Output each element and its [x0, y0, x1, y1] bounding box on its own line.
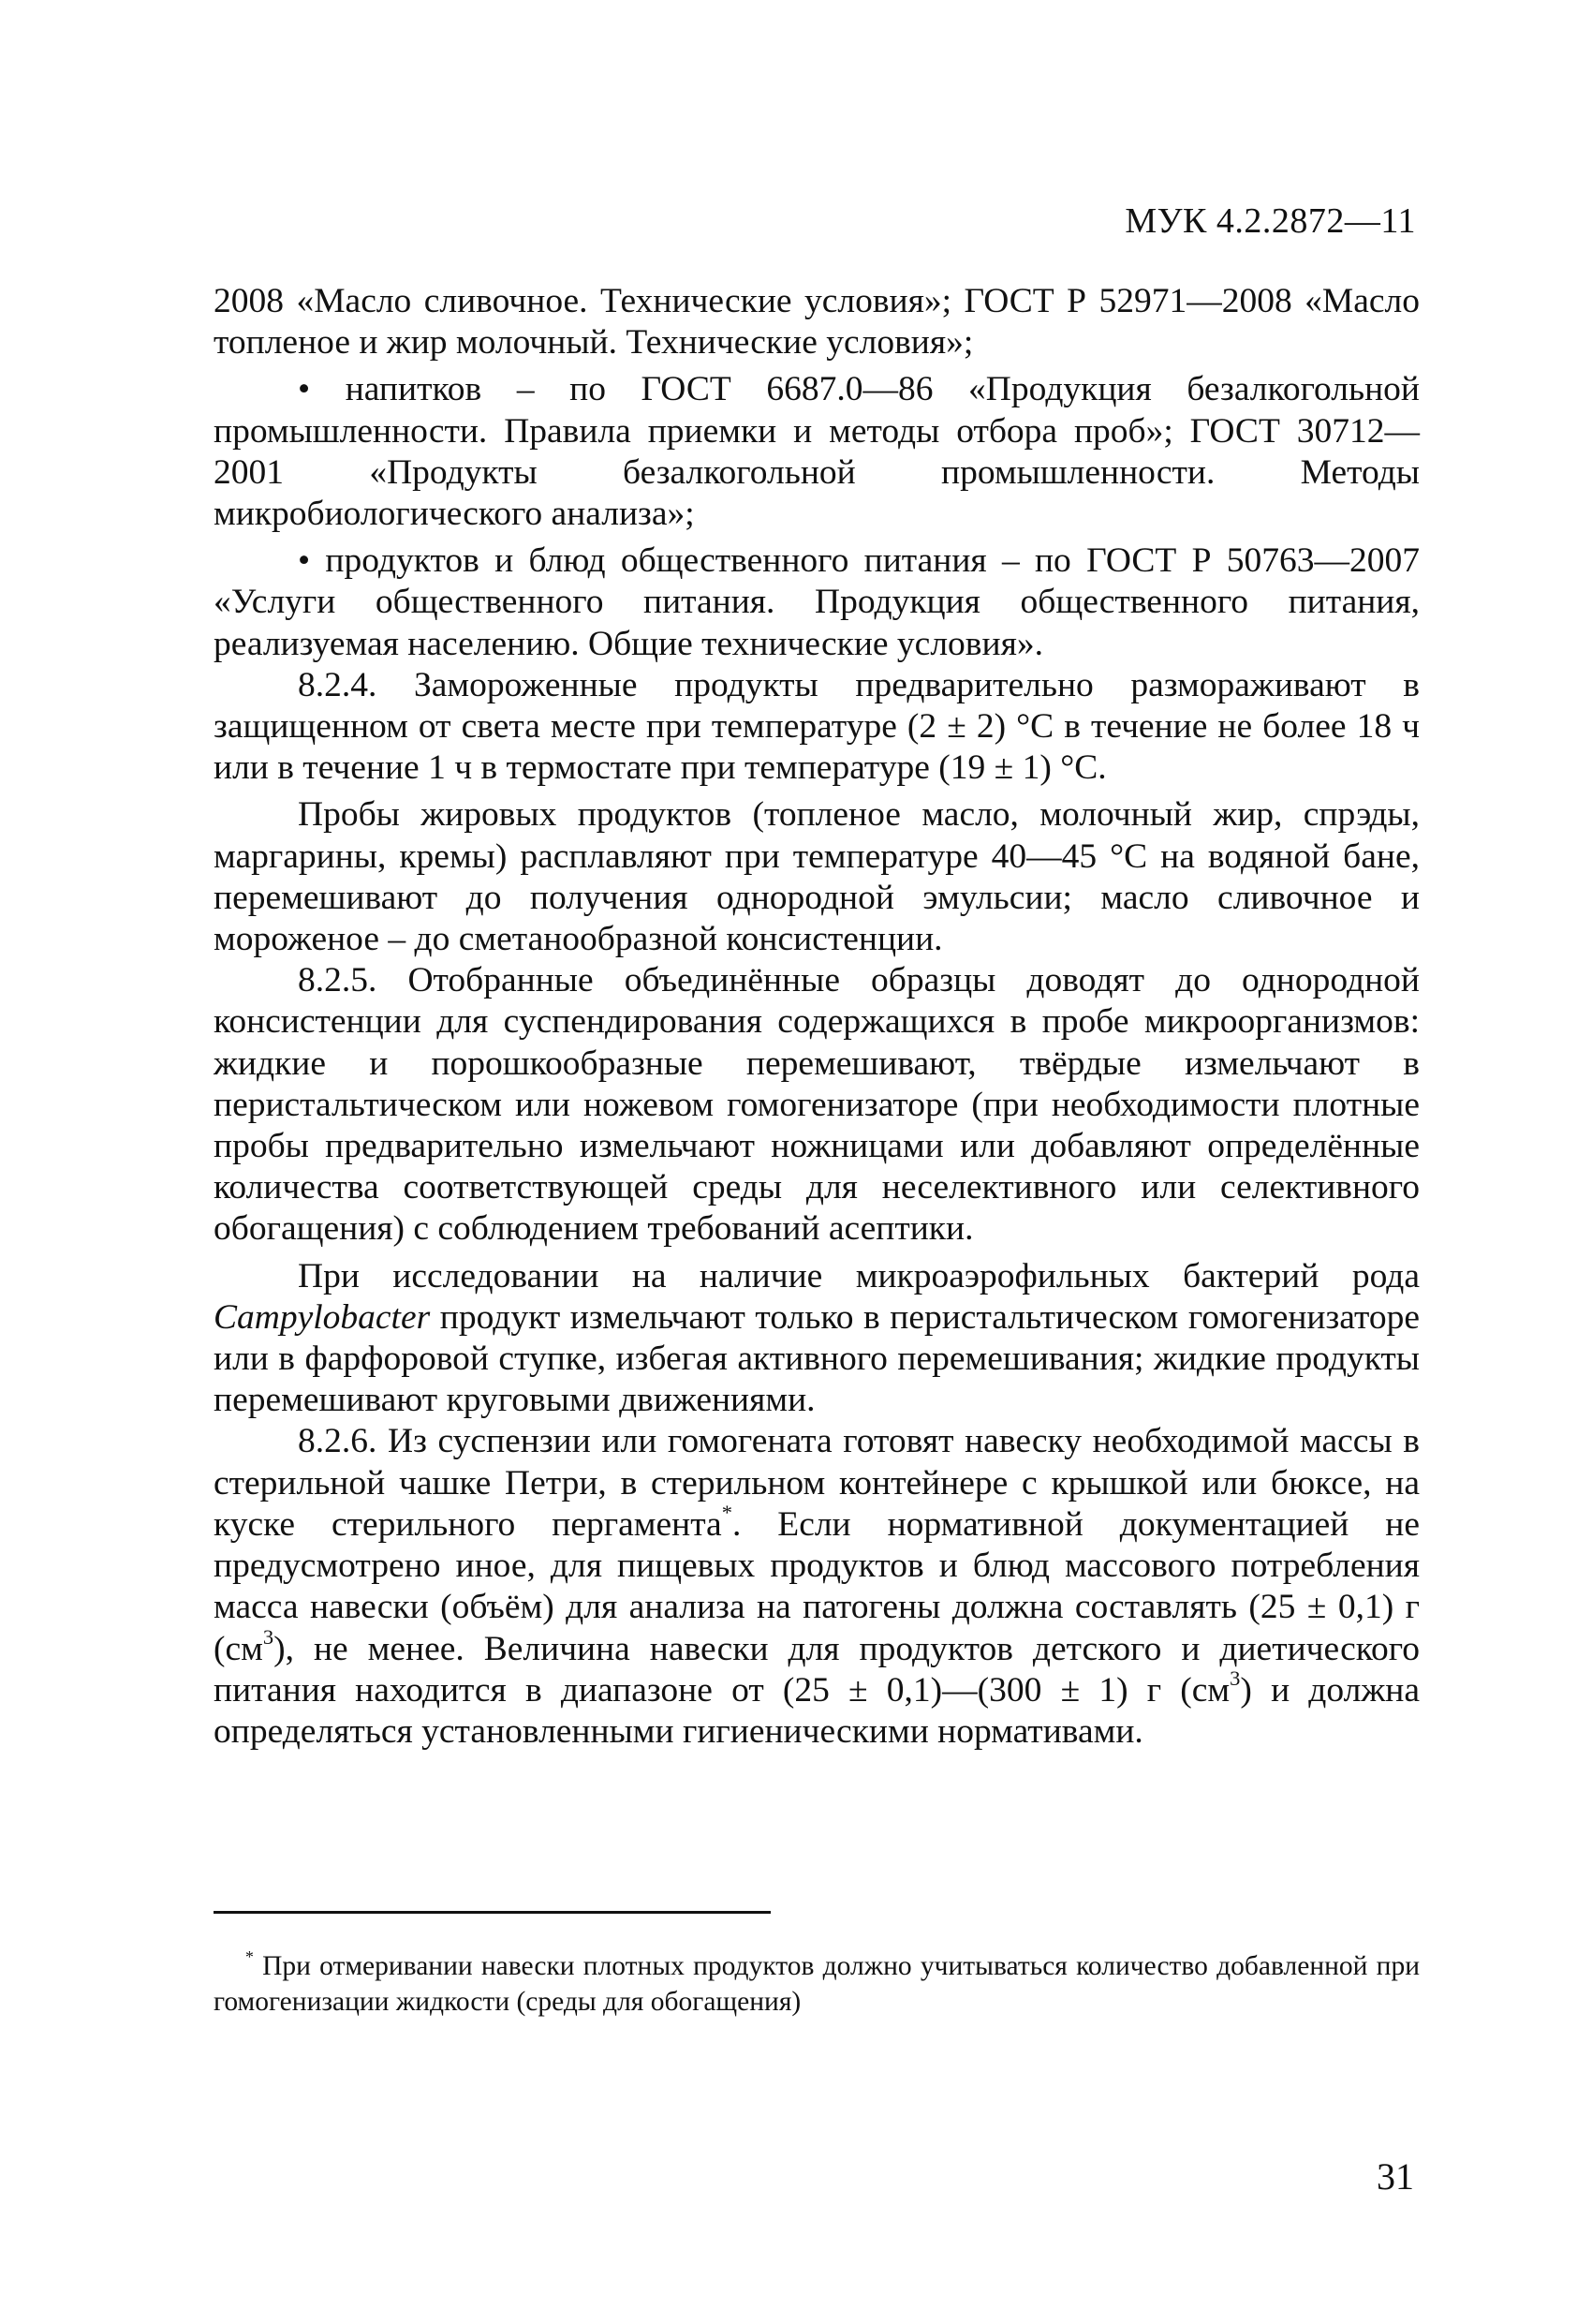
- paragraph-text: ) и должна определяться установленными гигиеническими нормативами.: [214, 1670, 1420, 1751]
- footnote-reference: *: [721, 1501, 732, 1525]
- paragraph-8-2-4: 8.2.4. Замороженные продукты предварительно размораживают в защищенном от света месте при температуре (2 ± 2) °С в течение не более 18 ч или в течение 1 ч в термостате при температуре (19 ± 1) °С.: [214, 665, 1420, 788]
- footnote-divider: [214, 1911, 771, 1914]
- footnote: [214, 1948, 1420, 2020]
- superscript-exponent: 3: [1230, 1665, 1241, 1690]
- paragraph-continuation: 2008 «Масло сливочное. Технические условия»; ГОСТ Р 52971—2008 «Масло топленое и жир молочный. Технические условия»;: [214, 282, 1420, 363]
- footnote-text: При отмеривании навески плотных продуктов должно учитываться количество добавленной при гомогенизации жидкости (среды для обогащения): [214, 1951, 1420, 2017]
- footnote-marker: *: [245, 1947, 254, 1966]
- paragraph-8-2-6: [214, 1421, 1420, 1753]
- document-code-header: МУК 4.2.2872—11: [1125, 201, 1416, 241]
- paragraph-8-2-5: 8.2.5. Отобранные объединённые образцы доводят до однородной консистенции для суспендирования содержащихся в пробе микроорганизмов: жидкие и порошкообразные перемешивают, твёрдые измельчают в перистальтическом или ножевом гомогенизаторе (при необходимости плотные пробы предварительно измельчают ножницами или добавляют определённые количества соответствующей среды для неселективного или селективного обогащения) с соблюдением требований асептики.: [214, 961, 1420, 1249]
- superscript-exponent: 3: [262, 1624, 274, 1649]
- genus-name: Campylobacter: [214, 1297, 431, 1337]
- paragraph-text: продукт измельчают только в перистальтическом гомогенизаторе или в фарфоровой ступке, избегая активного перемешивания; жидкие продукты перемешивают круговыми движениями.: [214, 1297, 1420, 1420]
- paragraph-text: 8.2.6. Из суспензии или гомогената готовят навеску необходимой массы в стерильной чашке Петри, в стерильном контейнере с крышкой или бюксе, на куске стерильного пергамента: [214, 1422, 1420, 1544]
- paragraph-text: . Если нормативной документацией не предусмотрено иное, для пищевых продуктов и блюд массового потребления масса навески (объём) для анализа на патогены должна составлять (25 ± 0,1) г (см: [214, 1504, 1420, 1668]
- paragraph-drinks: • напитков – по ГОСТ 6687.0—86 «Продукция безалкогольной промышленности. Правила приемки и методы отбора проб»; ГОСТ 30712—2001 «Продукты безалкогольной промышленности. Методы микробиологического анализа»;: [214, 370, 1420, 534]
- paragraph-campylobacter: [214, 1256, 1420, 1422]
- main-text: [214, 281, 1420, 1753]
- paragraph-text: При исследовании на наличие микроаэрофильных бактерий рода: [298, 1256, 1420, 1295]
- paragraph-text: ), не менее. Величина навески для продуктов детского и диетического питания находится в диапазоне от (25 ± 0,1)—(300 ± 1) г (см: [214, 1629, 1420, 1710]
- paragraph-fat-products: Пробы жировых продуктов (топленое масло, молочный жир, спрэды, маргарины, кремы) расплавляют при температуре 40—45 °С на водяной бане, перемешивают до получения однородной эмульсии; масло сливочное и мороженое – до сметанообразной консистенции.: [214, 795, 1420, 959]
- page-number: 31: [1377, 2155, 1414, 2198]
- paragraph-catering: • продуктов и блюд общественного питания – по ГОСТ Р 50763—2007 «Услуги общественного питания. Продукция общественного питания, реализуемая населению. Общие технические условия».: [214, 541, 1420, 663]
